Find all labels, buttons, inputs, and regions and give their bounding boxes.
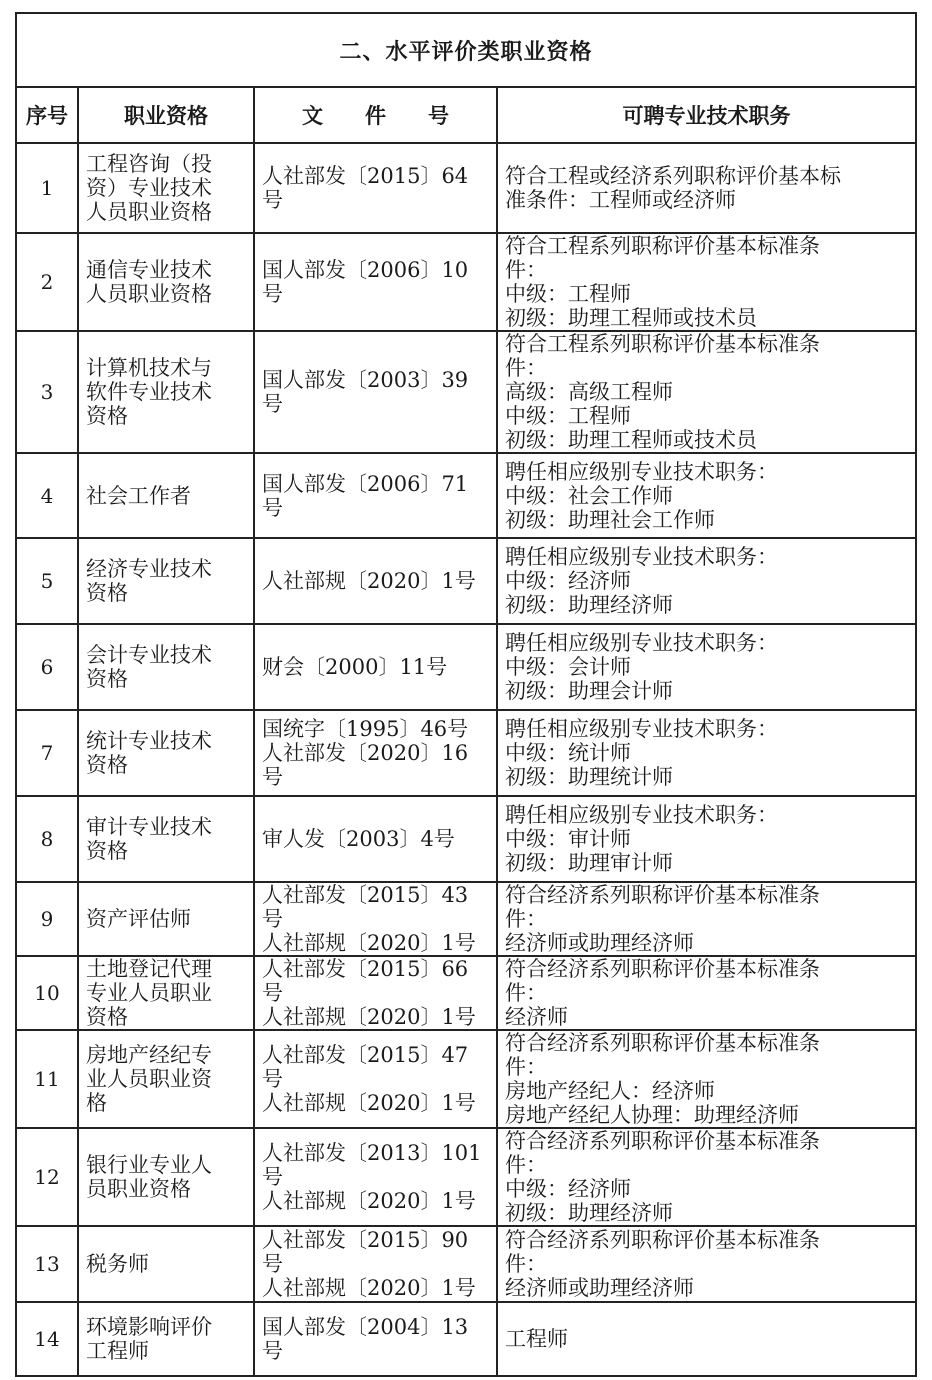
qualification-line: 资格 <box>86 753 128 777</box>
qualification-cell <box>78 143 254 233</box>
serial-number-cell: 4 <box>16 453 78 538</box>
document-number-line: 号 <box>262 981 283 1005</box>
document-number-cell <box>254 1302 497 1376</box>
eligible-post-line: 符合经济系列职称评价基本标准条 <box>505 957 820 981</box>
document-number-line: 号 <box>262 1339 283 1363</box>
serial-number-cell: 3 <box>16 331 78 453</box>
serial-number-cell: 10 <box>16 956 78 1030</box>
serial-number-cell: 6 <box>16 624 78 710</box>
document-number-cell <box>254 1128 497 1226</box>
document-number-line: 人社部发〔2013〕101 <box>262 1141 482 1165</box>
qualification-cell <box>78 882 254 956</box>
eligible-post-line: 房地产经纪人协理：助理经济师 <box>505 1103 799 1127</box>
qualification-line: 人员职业资格 <box>86 282 212 306</box>
qualification-cell <box>78 233 254 331</box>
qualification-line: 人员职业资格 <box>86 200 212 224</box>
eligible-post-line: 符合经济系列职称评价基本标准条 <box>505 1228 820 1252</box>
document-number-line: 人社部规〔2020〕1号 <box>262 1091 476 1115</box>
header-qualification: 职业资格 <box>78 87 254 143</box>
document-number-line: 号 <box>262 765 283 789</box>
header-serial-number: 序号 <box>16 87 78 143</box>
document-number-line: 号 <box>262 282 283 306</box>
qualification-cell <box>78 538 254 624</box>
table-row <box>16 956 916 1030</box>
table-row <box>16 331 916 453</box>
eligible-post-line: 中级：经济师 <box>505 569 631 593</box>
serial-number-cell: 14 <box>16 1302 78 1376</box>
qualification-cell <box>78 453 254 538</box>
qualification-cell <box>78 1128 254 1226</box>
qualification-cell <box>78 1030 254 1128</box>
document-number-line: 国人部发〔2006〕71 <box>262 471 469 496</box>
qualification-line: 员职业资格 <box>86 1177 191 1201</box>
document-number-line: 人社部发〔2015〕47 <box>262 1043 469 1067</box>
table-row <box>16 882 916 956</box>
eligible-post-line: 符合工程系列职称评价基本标准条 <box>505 234 820 258</box>
eligible-post-line: 经济师或助理经济师 <box>505 931 694 955</box>
qualification-cell <box>78 710 254 796</box>
eligible-post-line: 准条件：工程师或经济师 <box>505 188 736 212</box>
eligible-post-line: 初级：助理统计师 <box>505 765 673 789</box>
qualification-cell <box>78 1302 254 1376</box>
serial-number-cell: 13 <box>16 1226 78 1302</box>
eligible-post-line: 件： <box>505 1055 547 1079</box>
qualification-line: 土地登记代理 <box>86 957 212 981</box>
eligible-post-line: 高级：高级工程师 <box>505 380 673 404</box>
document-number-cell <box>254 453 497 538</box>
table-row <box>16 143 916 233</box>
eligible-post-line: 件： <box>505 981 547 1005</box>
table-row <box>16 624 916 710</box>
table-row <box>16 710 916 796</box>
document-number-cell <box>254 796 497 882</box>
document-number-line: 人社部规〔2020〕1号 <box>262 1189 476 1213</box>
eligible-post-line: 初级：助理经济师 <box>505 593 673 617</box>
eligible-post-line: 符合经济系列职称评价基本标准条 <box>505 883 820 907</box>
document-number-line: 号 <box>262 495 283 520</box>
eligible-post-line: 初级：助理工程师或技术员 <box>505 306 757 330</box>
qualification-line: 资格 <box>86 667 128 691</box>
eligible-post-cell <box>497 1302 916 1376</box>
eligible-post-cell <box>497 453 916 538</box>
eligible-post-line: 经济师 <box>505 1005 568 1029</box>
document-number-line: 审人发〔2003〕4号 <box>262 827 455 851</box>
eligible-post-line: 件： <box>505 356 547 380</box>
document-number-line: 国人部发〔2006〕10 <box>262 258 469 282</box>
qualification-cell <box>78 624 254 710</box>
qualification-line: 税务师 <box>86 1252 149 1276</box>
document-number-line: 财会〔2000〕11号 <box>262 655 448 679</box>
qualification-cell <box>78 956 254 1030</box>
document-number-cell <box>254 624 497 710</box>
qualification-line: 审计专业技术 <box>86 815 212 839</box>
eligible-post-line: 符合经济系列职称评价基本标准条 <box>505 1129 820 1153</box>
serial-number-cell: 11 <box>16 1030 78 1128</box>
document-number-line: 人社部规〔2020〕1号 <box>262 1276 476 1300</box>
header-eligible-post: 可聘专业技术职务 <box>497 87 916 143</box>
eligible-post-line: 件： <box>505 907 547 931</box>
eligible-post-line: 中级：审计师 <box>505 827 631 851</box>
document-number-line: 人社部发〔2015〕90 <box>262 1228 469 1252</box>
eligible-post-cell <box>497 956 916 1030</box>
document-number-line: 国统字〔1995〕46号 <box>262 717 469 741</box>
table-row <box>16 453 916 538</box>
eligible-post-line: 聘任相应级别专业技术职务： <box>505 459 778 484</box>
document-number-line: 号 <box>262 188 283 212</box>
document-number-line: 号 <box>262 392 283 416</box>
eligible-post-line: 中级：经济师 <box>505 1177 631 1201</box>
eligible-post-line: 初级：助理社会工作师 <box>505 507 715 532</box>
eligible-post-cell <box>497 796 916 882</box>
qualification-table <box>15 12 917 1377</box>
table-row <box>16 233 916 331</box>
serial-number-cell: 8 <box>16 796 78 882</box>
eligible-post-line: 经济师或助理经济师 <box>505 1276 694 1300</box>
document-number-line: 号 <box>262 1165 283 1189</box>
table-row <box>16 1226 916 1302</box>
eligible-post-cell <box>497 710 916 796</box>
qualification-line: 软件专业技术 <box>86 380 212 404</box>
qualification-line: 资格 <box>86 1005 128 1029</box>
qualification-cell <box>78 331 254 453</box>
document-number-cell <box>254 882 497 956</box>
table-row <box>16 1128 916 1226</box>
document-number-cell <box>254 538 497 624</box>
qualification-line: 资格 <box>86 581 128 605</box>
qualification-line: 专业人员职业 <box>86 981 212 1005</box>
eligible-post-line: 符合经济系列职称评价基本标准条 <box>505 1031 820 1055</box>
document-number-line: 人社部发〔2020〕16 <box>262 741 469 765</box>
eligible-post-line: 中级：社会工作师 <box>505 483 673 508</box>
eligible-post-line: 房地产经纪人：经济师 <box>505 1079 715 1103</box>
document-number-line: 国人部发〔2004〕13 <box>262 1315 469 1339</box>
eligible-post-line: 中级：会计师 <box>505 655 631 679</box>
qualification-line: 业人员职业资 <box>86 1067 212 1091</box>
eligible-post-line: 聘任相应级别专业技术职务： <box>505 631 778 655</box>
document-number-line: 人社部发〔2015〕43 <box>262 883 469 907</box>
qualification-line: 格 <box>86 1091 107 1115</box>
qualification-line: 工程师 <box>86 1339 149 1363</box>
eligible-post-cell <box>497 1128 916 1226</box>
eligible-post-line: 工程师 <box>505 1327 568 1351</box>
serial-number-cell: 5 <box>16 538 78 624</box>
eligible-post-cell <box>497 143 916 233</box>
eligible-post-line: 中级：工程师 <box>505 282 631 306</box>
eligible-post-line: 初级：助理工程师或技术员 <box>505 428 757 452</box>
qualification-line: 资）专业技术 <box>86 176 212 200</box>
table-title: 二、水平评价类职业资格 <box>16 13 916 87</box>
qualification-line: 会计专业技术 <box>86 643 212 667</box>
document-number-cell <box>254 233 497 331</box>
eligible-post-line: 聘任相应级别专业技术职务： <box>505 717 778 741</box>
eligible-post-line: 初级：助理审计师 <box>505 851 673 875</box>
serial-number-cell: 2 <box>16 233 78 331</box>
document-number-cell <box>254 710 497 796</box>
eligible-post-line: 初级：助理会计师 <box>505 679 673 703</box>
eligible-post-line: 中级：工程师 <box>505 404 631 428</box>
table-row <box>16 1302 916 1376</box>
qualification-line: 统计专业技术 <box>86 729 212 753</box>
eligible-post-line: 符合工程或经济系列职称评价基本标 <box>505 164 841 188</box>
eligible-post-cell <box>497 233 916 331</box>
serial-number-cell: 12 <box>16 1128 78 1226</box>
qualification-line: 经济专业技术 <box>86 557 212 581</box>
document-number-cell <box>254 1226 497 1302</box>
table-row <box>16 538 916 624</box>
document-number-line: 人社部规〔2020〕1号 <box>262 931 476 955</box>
document-number-cell <box>254 956 497 1030</box>
eligible-post-line: 聘任相应级别专业技术职务： <box>505 545 778 569</box>
qualification-line: 通信专业技术 <box>86 258 212 282</box>
eligible-post-cell <box>497 882 916 956</box>
document-number-line: 人社部发〔2015〕66 <box>262 957 469 981</box>
qualification-line: 社会工作者 <box>86 483 191 508</box>
eligible-post-line: 件： <box>505 258 547 282</box>
qualification-line: 银行业专业人 <box>86 1153 212 1177</box>
document-number-line: 国人部发〔2003〕39 <box>262 368 469 392</box>
header-document-number: 文 件 号 <box>254 87 497 143</box>
eligible-post-line: 初级：助理经济师 <box>505 1201 673 1225</box>
qualification-line: 房地产经纪专 <box>86 1043 212 1067</box>
qualification-line: 工程咨询（投 <box>86 152 212 176</box>
eligible-post-cell <box>497 1226 916 1302</box>
qualification-line: 资格 <box>86 839 128 863</box>
qualification-line: 资格 <box>86 404 128 428</box>
eligible-post-cell <box>497 624 916 710</box>
qualification-line: 环境影响评价 <box>86 1315 212 1339</box>
eligible-post-line: 件： <box>505 1153 547 1177</box>
serial-number-cell: 7 <box>16 710 78 796</box>
document-number-line: 人社部规〔2020〕1号 <box>262 1005 476 1029</box>
serial-number-cell: 9 <box>16 882 78 956</box>
qualification-cell <box>78 1226 254 1302</box>
document-number-cell <box>254 331 497 453</box>
qualification-cell <box>78 796 254 882</box>
eligible-post-cell <box>497 538 916 624</box>
document-number-line: 人社部发〔2015〕64 <box>262 164 469 188</box>
document-number-line: 号 <box>262 907 283 931</box>
eligible-post-cell <box>497 331 916 453</box>
serial-number-cell: 1 <box>16 143 78 233</box>
qualification-line: 资产评估师 <box>86 907 191 931</box>
eligible-post-cell <box>497 1030 916 1128</box>
document-number-line: 号 <box>262 1067 283 1091</box>
eligible-post-line: 聘任相应级别专业技术职务： <box>505 803 778 827</box>
qualification-line: 计算机技术与 <box>86 356 212 380</box>
document-number-line: 人社部规〔2020〕1号 <box>262 569 476 593</box>
table-row <box>16 796 916 882</box>
document-number-cell <box>254 1030 497 1128</box>
document-number-line: 号 <box>262 1252 283 1276</box>
table-row <box>16 1030 916 1128</box>
eligible-post-line: 符合工程系列职称评价基本标准条 <box>505 332 820 356</box>
document-number-cell <box>254 143 497 233</box>
eligible-post-line: 件： <box>505 1252 547 1276</box>
eligible-post-line: 中级：统计师 <box>505 741 631 765</box>
